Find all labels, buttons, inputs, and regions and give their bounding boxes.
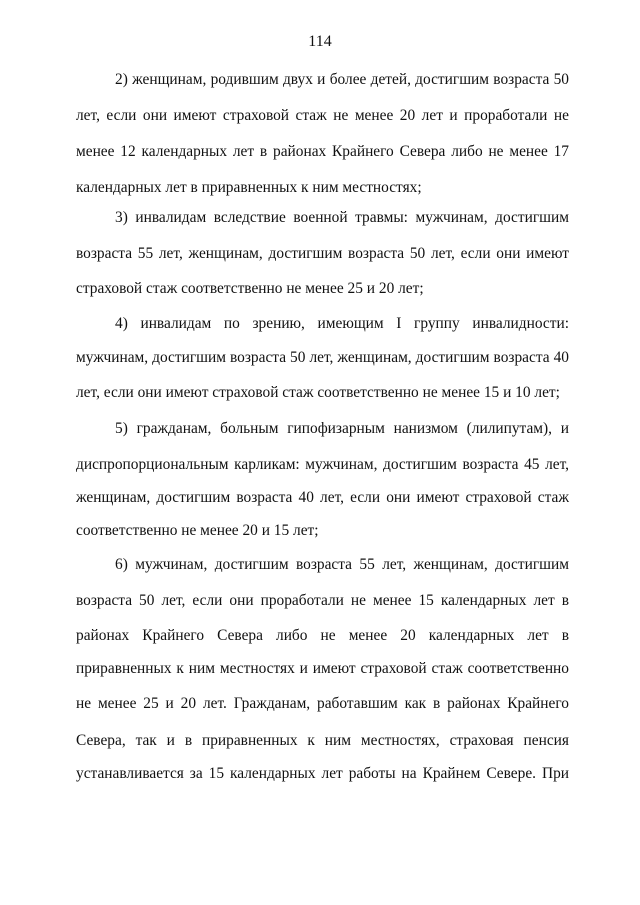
paragraph-2-line-2: лет, если они имеют страховой стаж не менее 20 лет и проработали не	[76, 107, 569, 124]
paragraph-6-line-2: возраста 50 лет, если они проработали не менее 15 календарных лет в	[76, 592, 569, 609]
paragraph-6-line-3: районах Крайнего Севера либо не менее 20 календарных лет в	[76, 627, 569, 644]
paragraph-2-line-3: менее 12 календарных лет в районах Крайнего Севера либо не менее 17	[76, 143, 569, 160]
paragraph-3-line-2: возраста 55 лет, женщинам, достигшим возраста 50 лет, если они имеют	[76, 245, 569, 262]
paragraph-5-line-1: 5) гражданам, больным гипофизарным нанизмом (лилипутам), и	[115, 420, 569, 437]
paragraph-5-line-2: диспропорциональным карликам: мужчинам, достигшим возраста 45 лет,	[76, 456, 569, 473]
paragraph-4-line-3: лет, если они имеют страховой стаж соответственно не менее 15 и 10 лет;	[76, 384, 560, 401]
paragraph-5-line-3: женщинам, достигшим возраста 40 лет, если они имеют страховой стаж	[76, 489, 569, 506]
page-number: 114	[308, 33, 332, 50]
paragraph-6-line-4: приравненных к ним местностях и имеют страховой стаж соответственно	[76, 660, 569, 677]
paragraph-2-line-4: календарных лет в приравненных к ним местностях;	[76, 179, 422, 196]
paragraph-6-line-5: не менее 25 и 20 лет. Гражданам, работавшим как в районах Крайнего	[76, 695, 569, 712]
paragraph-2-line-1: 2) женщинам, родившим двух и более детей, достигшим возраста 50	[115, 71, 569, 88]
paragraph-3-line-3: страховой стаж соответственно не менее 25 и 20 лет;	[76, 280, 424, 297]
paragraph-6-line-1: 6) мужчинам, достигшим возраста 55 лет, женщинам, достигшим	[115, 556, 569, 573]
paragraph-3-line-1: 3) инвалидам вследствие военной травмы: мужчинам, достигшим	[115, 209, 569, 226]
paragraph-4-line-1: 4) инвалидам по зрению, имеющим I группу инвалидности:	[115, 315, 569, 332]
paragraph-6-line-7: устанавливается за 15 календарных лет работы на Крайнем Севере. При	[76, 765, 569, 782]
paragraph-5-line-4: соответственно не менее 20 и 15 лет;	[76, 522, 319, 539]
paragraph-4-line-2: мужчинам, достигшим возраста 50 лет, женщинам, достигшим возраста 40	[76, 349, 569, 366]
paragraph-6-line-6: Севера, так и в приравненных к ним местностях, страховая пенсия	[76, 732, 569, 749]
